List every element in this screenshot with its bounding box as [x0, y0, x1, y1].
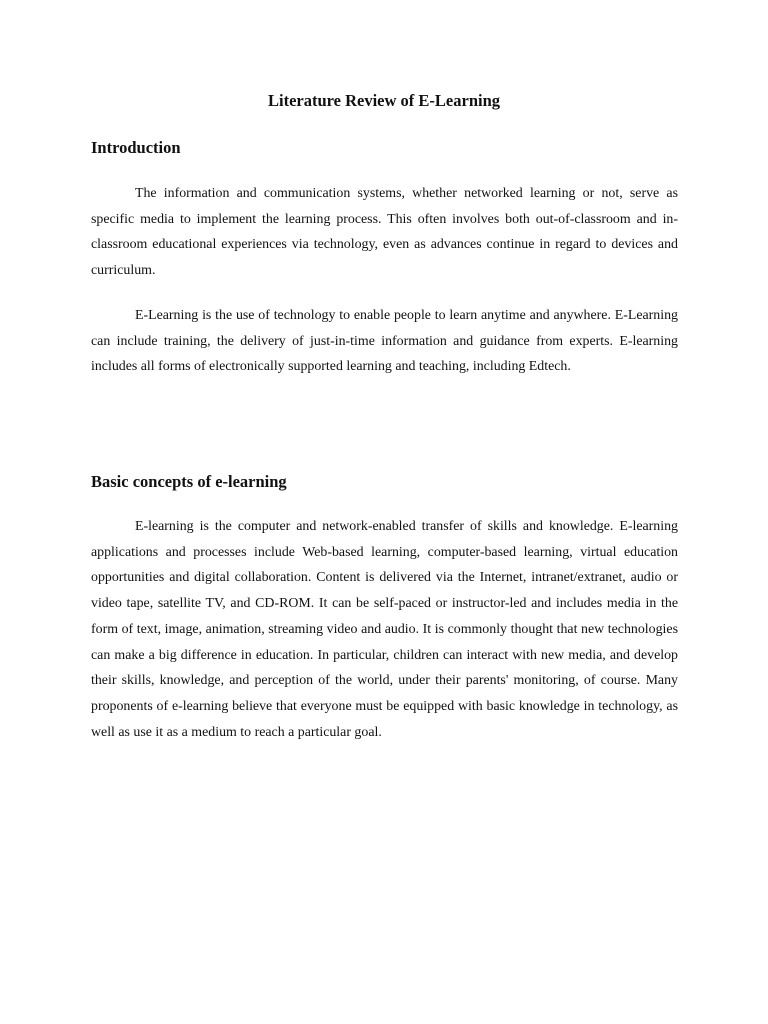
- section-heading-basic-concepts: Basic concepts of e-learning: [91, 472, 287, 491]
- section-heading-introduction: Introduction: [91, 138, 181, 157]
- document-title: Literature Review of E-Learning: [267, 91, 501, 110]
- paragraph-intro-2: E-Learning is the use of technology to enable people to learn anytime and anywhere. E-Learning can include training, the delivery of just-in-time information and guidance from experts. E-learning includes all forms of electronically supported learning and teaching, including Edtech.: [91, 308, 678, 375]
- paragraph-basic-concepts-1: E-learning is the computer and network-enabled transfer of skills and knowledge. E-learning applications and processes include Web-based learning, computer-based learning, virtual education opportunities and digital collaboration. Content is delivered via the Internet, intranet/extranet, audio or video tape, satellite TV, and CD-ROM. It can be self-paced or instructor-led and includes media in the form of text, image, animation, streaming video and audio. It is commonly thought that new technologies can make a big difference in education. In particular, children can interact with new media, and develop their skills, knowledge, and perception of the world, under their parents' monitoring, of course. Many proponents of e-learning believe that everyone must be equipped with basic knowledge in technology, as well as use it as a medium to reach a particular goal.: [91, 519, 678, 740]
- paragraph-intro-1: The information and communication systems, whether networked learning or not, serve as specific media to implement the learning process. This often involves both out-of-classroom and in-classroom educational experiences via technology, even as advances continue in regard to devices and curriculum.: [91, 186, 678, 279]
